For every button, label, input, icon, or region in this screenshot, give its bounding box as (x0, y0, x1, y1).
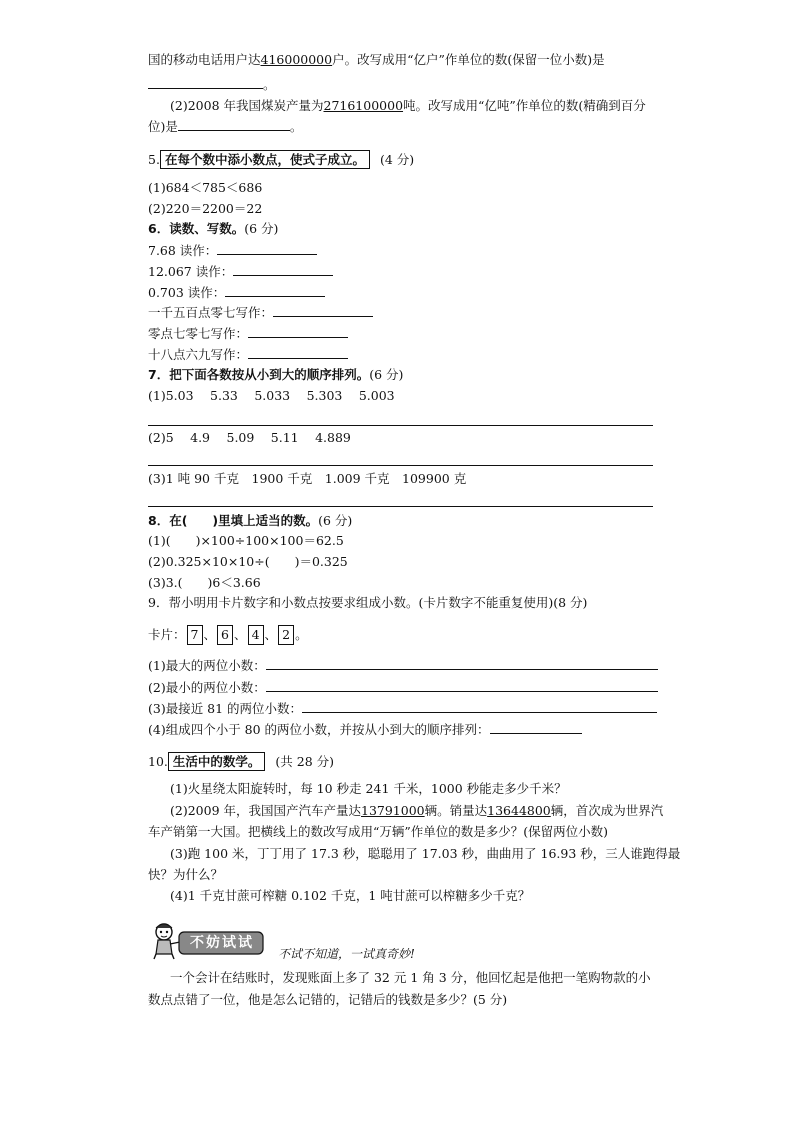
answer-blank[interactable] (248, 346, 348, 359)
q4-text: (2)2008 年我国煤炭产量为 (170, 98, 324, 113)
q8-item: (3)3.( )6＜3.66 (148, 575, 261, 590)
answer-blank[interactable] (273, 304, 373, 317)
card-end: 。 (295, 627, 308, 642)
q4-number: 416000000 (260, 52, 333, 67)
q6-item (148, 304, 373, 321)
bonus-line1: 一个会计在结账时，发现账面上多了 32 元 1 角 3 分，他回忆起是他把一笔购物款的小 (170, 970, 651, 985)
q4-line1 (148, 52, 605, 68)
question-number: 5. (148, 152, 160, 167)
q6-item (148, 242, 317, 259)
q10-part1: (1)火星绕太阳旋转时，每 10 秒走 241 千米，1000 秒能走多少千米？ (170, 781, 567, 796)
q9-cards (148, 625, 308, 645)
q6-item-label: 零点七零七写作： (148, 326, 249, 341)
q4-text: 。 (263, 77, 276, 92)
q9-item-label: (1)最大的两位小数： (148, 658, 266, 673)
q8-item: (1)( )×100÷100×100＝62.5 (148, 533, 344, 548)
digit-card: 7 (187, 625, 203, 645)
bonus-line2: 数点点错了一位，他是怎么记错的，记错后的钱数是多少？(5 分) (148, 992, 508, 1007)
answer-blank[interactable] (266, 679, 658, 692)
q9-item-label: (4)组成四个小于 80 的两位小数，并按从小到大的顺序排列： (148, 722, 490, 737)
answer-blank[interactable] (490, 721, 582, 734)
digit-card: 2 (278, 625, 294, 645)
q10-title: 生活中的数学。 (168, 752, 266, 771)
q4-part2-line1 (170, 98, 646, 114)
digit-card: 6 (217, 625, 233, 645)
q5-title: 在每个数中添小数点，使式子成立。 (160, 150, 370, 169)
q10-number: 13644800 (487, 803, 551, 818)
answer-blank[interactable] (248, 325, 348, 338)
answer-blank[interactable] (233, 263, 333, 276)
score: (6 分) (369, 367, 404, 382)
question-number: 10. (148, 754, 168, 769)
q6-item-label: 一千五百点零七写作： (148, 305, 274, 320)
q6-item-label: 0.703 读作： (148, 285, 226, 300)
q4-text: 吨。改写成用“亿吨”作单位的数(精确到百分 (403, 98, 646, 113)
q10-part3-line2: 快？为什么？ (148, 867, 224, 882)
q8-title: 8．在( )里填上适当的数。 (148, 513, 319, 528)
q4-text: 。 (289, 119, 303, 134)
q8-item: (2)0.325×10×10÷( )＝0.325 (148, 554, 348, 569)
answer-line[interactable] (148, 506, 653, 507)
q6-title: 6．读数、写数。 (148, 221, 245, 236)
digit-card: 4 (248, 625, 264, 645)
q9-item (148, 700, 657, 717)
q7-item: (3)1 吨 90 千克 1900 千克 1.009 千克 109900 克 (148, 471, 467, 486)
q4-part2-line2 (148, 118, 302, 135)
answer-blank[interactable] (266, 657, 658, 670)
bonus-slogan: 不试不知道，一试真奇妙! (278, 947, 415, 961)
q10-text: (2)2009 年，我国国产汽车产量达 (170, 803, 361, 818)
card-label: 卡片： (148, 627, 186, 642)
q10-text: 辆，首次成为世界汽 (550, 803, 664, 818)
q9-item (148, 721, 582, 738)
q9-item-label: (2)最小的两位小数： (148, 680, 266, 695)
q8-header (148, 513, 352, 529)
q6-item (148, 346, 348, 363)
q5-item: (2)220＝2200＝22 (148, 201, 263, 216)
q4-line2 (148, 76, 276, 93)
q6-item-label: 7.68 读作： (148, 243, 218, 258)
answer-blank[interactable] (178, 118, 290, 131)
q4-text: 国的移动电话用户达 (148, 52, 261, 67)
q10-part2-line1 (170, 803, 663, 819)
bonus-badge-text: 不妨试试 (190, 935, 254, 951)
q6-item-label: 十八点六九写作： (148, 347, 249, 362)
q9-item (148, 657, 658, 674)
q10-part2-line2: 车产销第一大国。把横线上的数改写成用“万辆”作单位的数是多少？(保留两位小数) (148, 824, 609, 839)
answer-blank[interactable] (225, 284, 325, 297)
q5-item: (1)684＜785＜686 (148, 180, 263, 195)
q10-part4: (4)1 千克甘蔗可榨糖 0.102 千克，1 吨甘蔗可以榨糖多少千克？ (170, 888, 531, 903)
score: (4 分) (379, 152, 415, 167)
q4-number: 2716100000 (323, 98, 404, 113)
answer-line[interactable] (148, 425, 653, 426)
answer-blank[interactable] (302, 700, 657, 713)
q6-item (148, 284, 325, 301)
q10-text: 辆。销量达 (424, 803, 488, 818)
score: (共 28 分) (275, 754, 334, 769)
q9-title: 9．帮小明用卡片数字和小数点按要求组成小数。(卡片数字不能重复使用)(8 分) (148, 595, 588, 610)
answer-line[interactable] (148, 465, 653, 466)
bonus-badge (146, 920, 266, 960)
card-separator: 、 (264, 627, 278, 642)
card-separator: 、 (203, 627, 217, 642)
q9-item (148, 679, 658, 696)
card-separator: 、 (234, 627, 247, 642)
q10-number: 13791000 (361, 803, 425, 818)
q10-part3-line1: (3)跑 100 米，丁丁用了 17.3 秒，聪聪用了 17.03 秒，曲曲用了 16.93 秒，三人谁跑得最 (170, 846, 681, 861)
q4-text: 户。改写成用“亿户”作单位的数(保留一位小数)是 (332, 52, 605, 67)
q10-header (148, 752, 334, 771)
q4-text: 位)是 (148, 119, 178, 134)
score: (6 分) (318, 513, 353, 528)
answer-blank[interactable] (217, 242, 317, 255)
score: (6 分) (244, 221, 279, 236)
q7-title: 7．把下面各数按从小到大的顺序排列。 (148, 367, 370, 382)
q6-item (148, 263, 333, 280)
q6-header (148, 221, 278, 237)
q5-header (148, 150, 414, 169)
q7-header (148, 367, 403, 383)
q6-item (148, 325, 348, 342)
q9-item-label: (3)最接近 81 的两位小数： (148, 701, 303, 716)
q6-item-label: 12.067 读作： (148, 264, 234, 279)
answer-blank[interactable] (148, 76, 263, 89)
q7-item: (2)5 4.9 5.09 5.11 4.889 (148, 430, 351, 445)
q7-item: (1)5.03 5.33 5.033 5.303 5.003 (148, 388, 395, 403)
